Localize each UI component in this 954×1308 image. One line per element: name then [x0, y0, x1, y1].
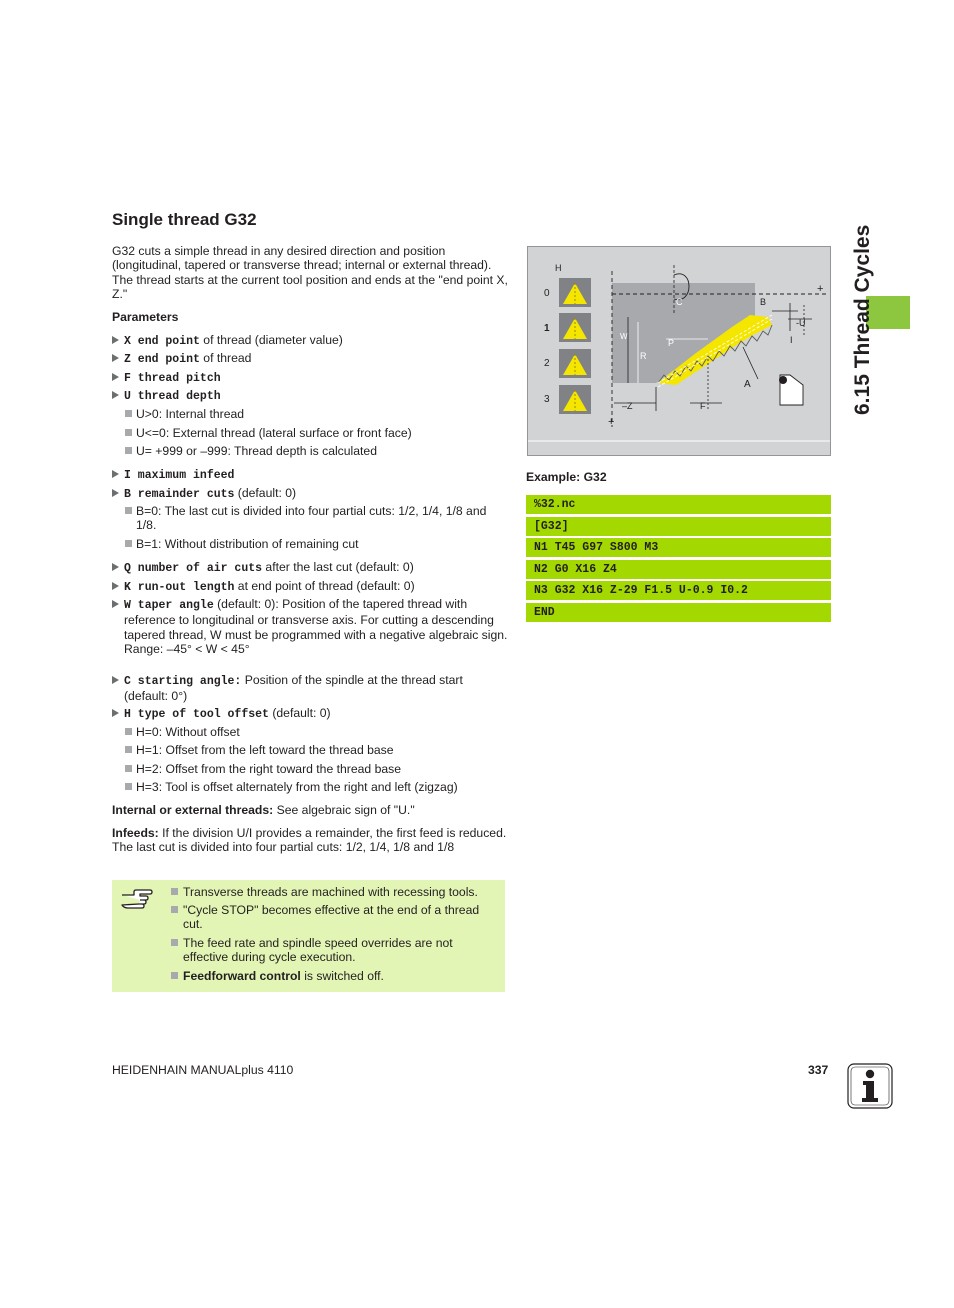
svg-text:3: 3: [544, 394, 550, 405]
bullet-icon: [125, 410, 132, 417]
param-h-option: H=2: Offset from the right toward the thread base: [124, 762, 510, 776]
note-item: Feedforward control is switched off.: [171, 969, 501, 983]
param-u-option: U>0: Internal thread: [124, 407, 510, 421]
bullet-icon: [125, 429, 132, 436]
note-item: The feed rate and spindle speed overrides are not effective during cycle execution.: [171, 936, 501, 965]
bullet-icon: [125, 540, 132, 547]
param-b: B remainder cuts (default: 0): [112, 486, 510, 502]
arrow-icon: [112, 391, 119, 399]
bullet-icon: [125, 746, 132, 753]
bullet-icon: [171, 906, 178, 913]
arrow-icon: [112, 709, 119, 717]
bullet-icon: [171, 888, 178, 895]
param-i: I maximum infeed: [112, 467, 510, 483]
internal-external-paragraph: Internal or external threads: See algebraic sign of "U.": [112, 803, 415, 817]
svg-text:2: 2: [544, 358, 550, 369]
arrow-icon: [112, 354, 119, 362]
code-line: END: [526, 603, 831, 622]
tool-icon-0: [559, 278, 591, 307]
code-line: %32.nc: [526, 495, 831, 514]
arrow-icon: [112, 470, 119, 478]
svg-text:R: R: [640, 351, 647, 361]
bullet-icon: [171, 972, 178, 979]
code-line: N1 T45 G97 S800 M3: [526, 538, 831, 557]
section-title: Single thread G32: [112, 210, 257, 229]
page-number: 337: [808, 1063, 829, 1077]
code-line: N2 G0 X16 Z4: [526, 560, 831, 579]
info-icon: [847, 1063, 893, 1109]
param-b-option: B=0: The last cut is divided into four partial cuts: 1/2, 1/4, 1/8 and 1/8.: [124, 504, 510, 533]
arrow-icon: [112, 336, 119, 344]
bullet-icon: [125, 447, 132, 454]
intro-paragraph: G32 cuts a simple thread in any desired direction and position (longitudinal, tapered or transverse thread; internal or external thread). The thread starts at the current tool position and ends at the "end point X, Z.": [112, 244, 508, 302]
infeeds-paragraph: Infeeds: If the division U/I provides a remainder, the first feed is reduced. The last cut is divided into four partial cuts: 1/2, 1/4, 1/8 and 1/8: [112, 826, 507, 855]
arrow-icon: [112, 563, 119, 571]
note-item: Transverse threads are machined with recessing tools.: [171, 885, 501, 899]
bullet-icon: [125, 507, 132, 514]
param-h: H type of tool offset (default: 0): [112, 706, 510, 722]
param-x: X end point of thread (diameter value): [112, 333, 510, 349]
param-w: W taper angle (default: 0): Position of the tapered thread with reference to longitudinal or transverse axis. For cutting a descending tapered thread, W must be programmed with a negative algebraic sign. Range: –45° < W < 45°: [112, 597, 510, 657]
footer-title: HEIDENHAIN MANUALplus 4110: [112, 1063, 294, 1077]
code-line: N3 G32 X16 Z-29 F1.5 U-0.9 I0.2: [526, 581, 831, 600]
param-h-option: H=3: Tool is offset alternately from the right and left (zigzag): [124, 780, 510, 794]
tool-icon-2: [559, 349, 591, 378]
svg-text:A: A: [744, 379, 751, 390]
parameters-heading: Parameters: [112, 310, 179, 324]
tool-icon-1: [559, 313, 591, 342]
svg-text:P: P: [668, 338, 675, 348]
pointing-hand-icon: [120, 888, 154, 912]
param-h-option: H=1: Offset from the left toward the thread base: [124, 743, 510, 757]
param-h-option: H=0: Without offset: [124, 725, 510, 739]
param-z: Z end point of thread: [112, 351, 510, 367]
bullet-icon: [125, 765, 132, 772]
chapter-title: [838, 215, 878, 415]
example-heading: Example: G32: [526, 470, 607, 484]
bullet-icon: [125, 728, 132, 735]
arrow-icon: [112, 582, 119, 590]
svg-text:B: B: [760, 297, 767, 307]
svg-text:+: +: [608, 416, 615, 428]
svg-text:C: C: [676, 297, 683, 307]
param-b-option: B=1: Without distribution of remaining cut: [124, 537, 510, 551]
param-u: U thread depth: [112, 388, 510, 404]
svg-text:-U: -U: [796, 318, 806, 328]
arrow-icon: [112, 676, 119, 684]
tool-icon-3: [559, 385, 591, 414]
svg-text:H: H: [555, 263, 562, 273]
param-f: F thread pitch: [112, 370, 510, 386]
note-item: "Cycle STOP" becomes effective at the end of a thread cut.: [171, 903, 501, 932]
svg-text:+: +: [817, 283, 824, 295]
chapter-title-text: 6.15 Thread Cycles: [851, 224, 874, 415]
thread-diagram: [528, 247, 830, 455]
param-c: C starting angle: Position of the spindle at the thread start (default: 0°): [112, 673, 510, 704]
bullet-icon: [125, 783, 132, 790]
svg-text:–Z: –Z: [622, 401, 633, 411]
param-u-option: U= +999 or –999: Thread depth is calculated: [124, 444, 510, 458]
thread-cycle-figure: [527, 246, 831, 456]
arrow-icon: [112, 600, 119, 608]
svg-text:I: I: [790, 335, 793, 345]
svg-text:1: 1: [544, 323, 550, 334]
param-q: Q number of air cuts after the last cut (default: 0): [112, 560, 510, 576]
svg-text:W: W: [620, 332, 628, 341]
bullet-icon: [171, 939, 178, 946]
code-line: [G32]: [526, 517, 831, 536]
param-u-option: U<=0: External thread (lateral surface or front face): [124, 426, 510, 440]
svg-text:F: F: [700, 401, 706, 411]
svg-text:0: 0: [544, 288, 550, 299]
arrow-icon: [112, 373, 119, 381]
param-k: K run-out length at end point of thread (default: 0): [112, 579, 510, 595]
arrow-icon: [112, 489, 119, 497]
